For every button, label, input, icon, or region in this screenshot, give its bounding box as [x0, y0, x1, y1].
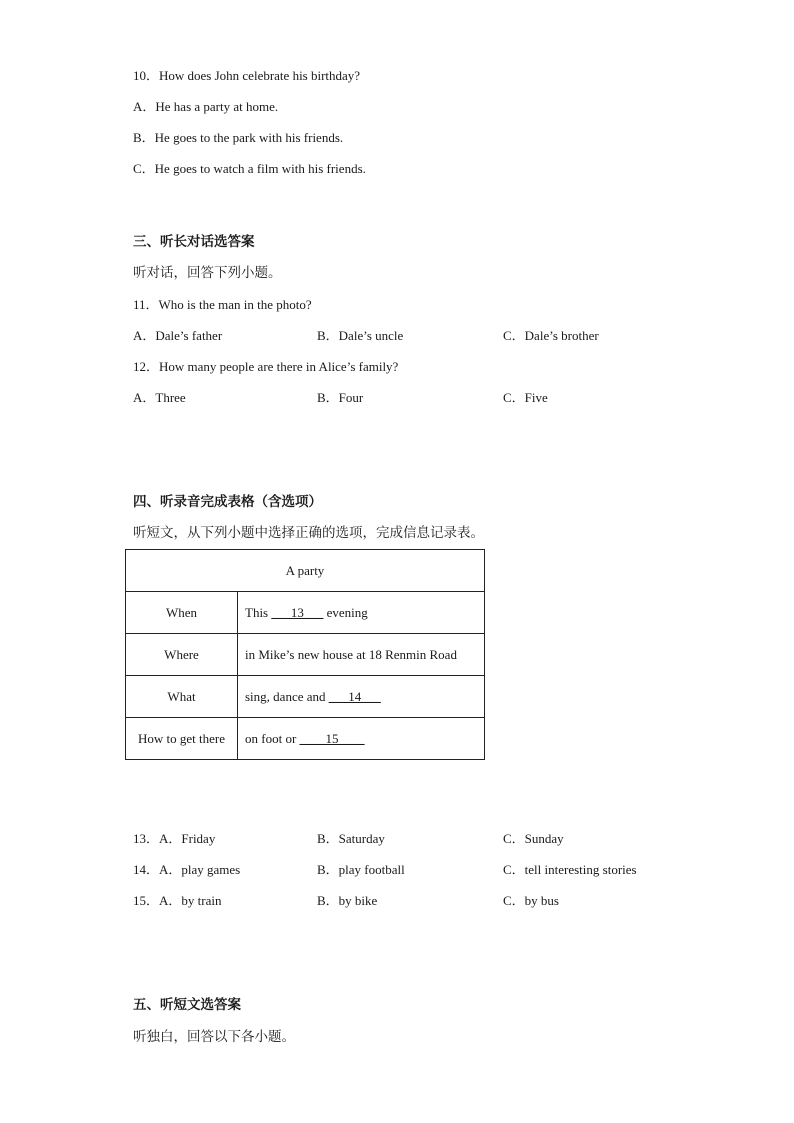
q11-option-a: A．Dale’s father	[133, 328, 223, 343]
table-row	[126, 676, 485, 718]
table-title: A party	[126, 550, 485, 592]
q12-option-b: B．Four	[317, 390, 364, 405]
table-row	[126, 592, 485, 634]
q15-option-a: 15．A．by train	[133, 893, 222, 908]
q14-option-b: B．play football	[317, 862, 405, 877]
value-text: sing, dance and	[245, 688, 329, 704]
section-5-instruction: 听独白，回答以下各小题。	[133, 1029, 295, 1045]
q11-option-b: B．Dale’s uncle	[317, 328, 404, 343]
party-info-table	[125, 549, 485, 760]
blank-14: ___14___	[328, 688, 381, 704]
row-label-where: Where	[126, 634, 238, 676]
section-4-instruction: 听短文，从下列小题中选择正确的选项，完成信息记录表。	[133, 525, 484, 541]
section-5-heading: 五、听短文选答案	[133, 997, 241, 1013]
q11-option-c: C．Dale’s brother	[503, 328, 599, 343]
row-label-when: When	[126, 592, 238, 634]
q10-option-a: A．He has a party at home.	[133, 99, 279, 114]
table-row	[126, 718, 485, 760]
section-4-heading: 四、听录音完成表格（含选项）	[133, 494, 322, 510]
section-3-heading: 三、听长对话选答案	[133, 234, 255, 250]
q12-option-a: A．Three	[133, 390, 186, 405]
row-value-what	[238, 676, 485, 718]
q15-option-c: C．by bus	[503, 893, 559, 908]
value-text: evening	[323, 604, 368, 620]
section-3-instruction: 听对话，回答下列小题。	[133, 265, 282, 281]
value-text: in Mike’s new house at 18 Renmin Road	[245, 646, 457, 662]
q10-option-c: C．He goes to watch a film with his friends.	[133, 161, 366, 176]
value-text: This	[245, 604, 272, 620]
blank-13: ___13___	[271, 604, 324, 620]
row-label-how: How to get there	[126, 718, 238, 760]
table-title-row	[126, 550, 485, 592]
row-value-when	[238, 592, 485, 634]
q14-option-c: C．tell interesting stories	[503, 862, 637, 877]
value-text: on foot or	[245, 730, 300, 746]
table-row	[126, 634, 485, 676]
question-10: 10．How does John celebrate his birthday?	[133, 68, 361, 83]
q13-option-a: 13．A．Friday	[133, 831, 216, 846]
row-value-where	[238, 634, 485, 676]
q13-option-b: B．Saturday	[317, 831, 385, 846]
q15-option-b: B．by bike	[317, 893, 378, 908]
question-11: 11．Who is the man in the photo?	[133, 297, 312, 312]
q12-option-c: C．Five	[503, 390, 548, 405]
row-value-how	[238, 718, 485, 760]
q14-option-a: 14．A．play games	[133, 862, 241, 877]
q10-option-b: B．He goes to the park with his friends.	[133, 130, 344, 145]
blank-15: ____15____	[299, 730, 365, 746]
row-label-what: What	[126, 676, 238, 718]
q13-option-c: C．Sunday	[503, 831, 564, 846]
question-12: 12．How many people are there in Alice’s family?	[133, 359, 399, 374]
